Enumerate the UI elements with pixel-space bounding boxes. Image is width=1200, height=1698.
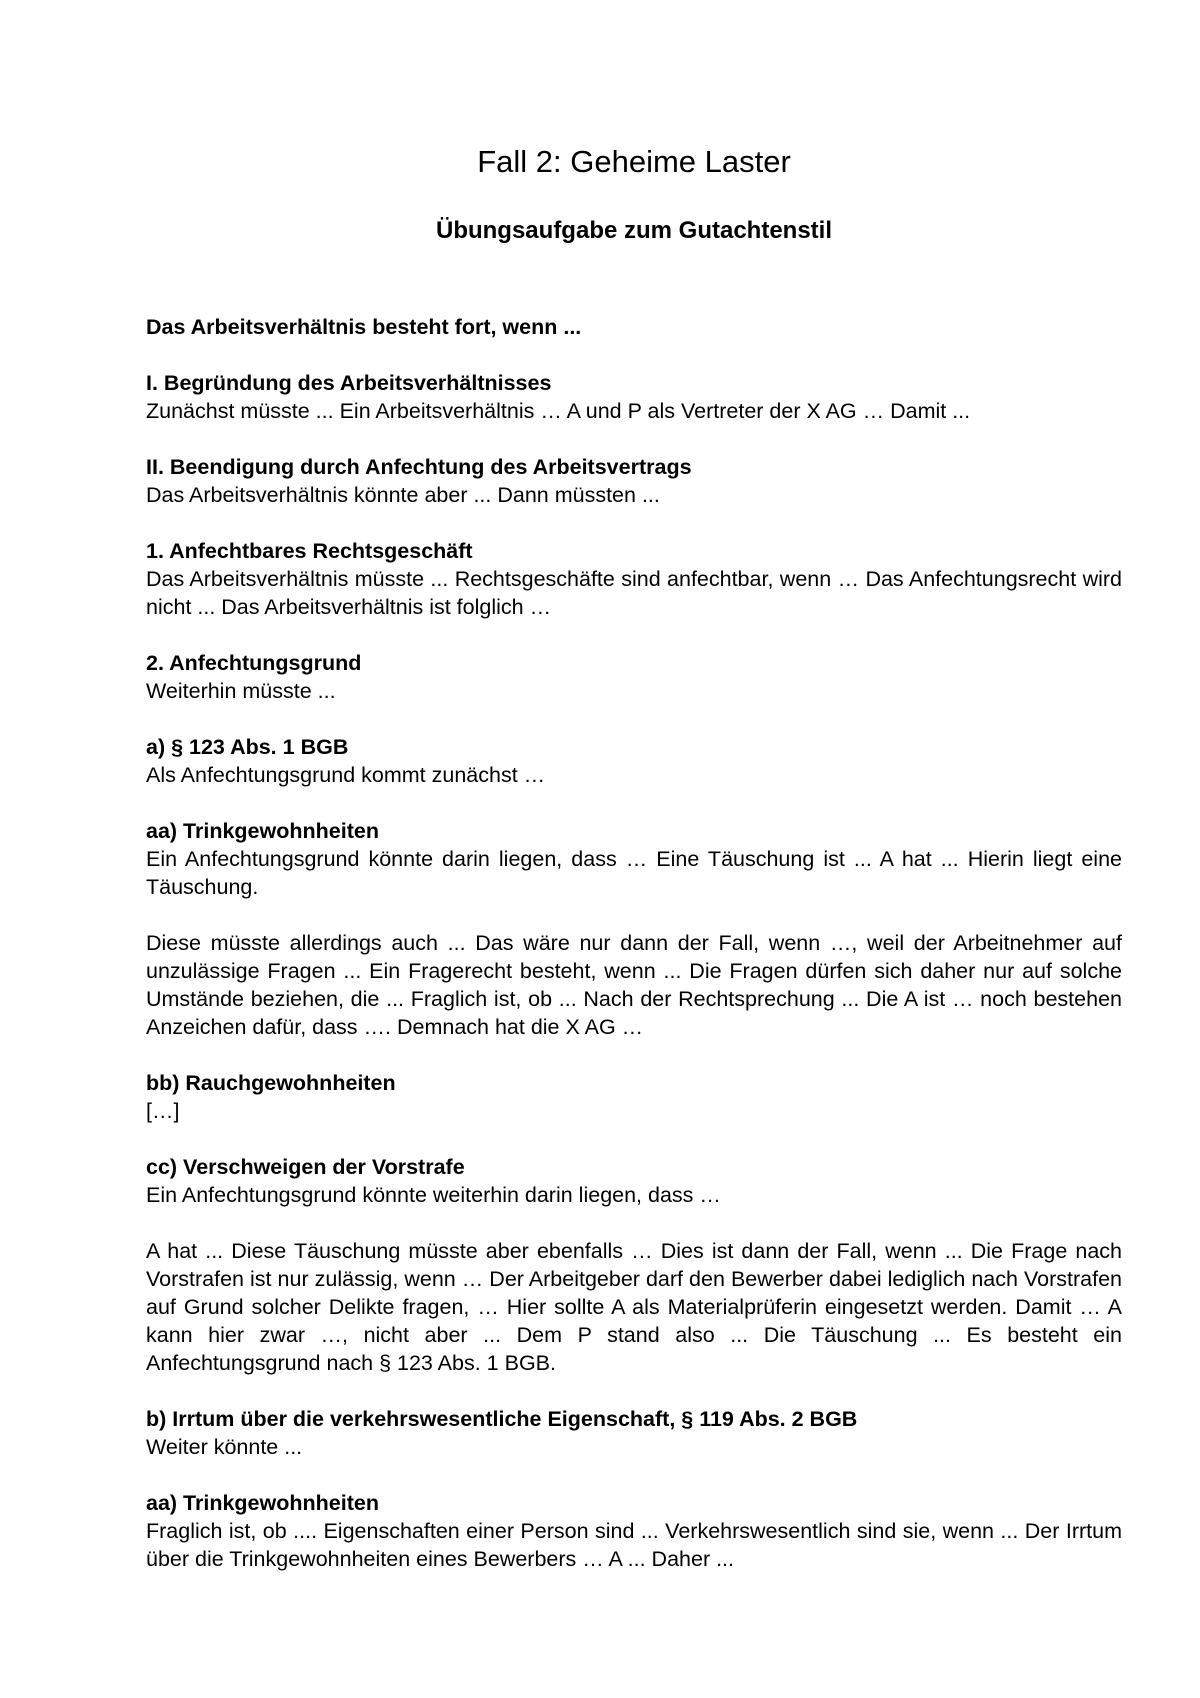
section-heading: aa) Trinkgewohnheiten: [146, 819, 379, 843]
intro-heading: Das Arbeitsverhältnis besteht fort, wenn ...: [146, 315, 582, 339]
section-begruendung: [146, 369, 1122, 425]
section-text: Diese müsste allerdings auch ... Das wäre nur dann der Fall, wenn …, weil der Arbeitnehmer auf unzulässige Fragen ... Ein Fragerecht besteht, wenn ... Die Fragen dürfen sich daher nur auf solche Umstände beziehen, die ... Fraglich ist, ob ... Nach der Rechtsprechung ... Die A ist … noch bestehen Anzeichen dafür, dass …. Demnach hat die X AG …: [146, 931, 1122, 1039]
section-text: Das Arbeitsverhältnis müsste ... Rechtsgeschäfte sind anfechtbar, wenn … Das Anfechtungsrecht wird nicht ... Das Arbeitsverhältnis ist folglich …: [146, 567, 1122, 619]
section-heading: II. Beendigung durch Anfechtung des Arbeitsvertrags: [146, 455, 692, 479]
section-heading: a) § 123 Abs. 1 BGB: [146, 735, 349, 759]
section-anfechtbares-rechtsgeschaeft: [146, 537, 1122, 621]
section-text: Weiterhin müsste ...: [146, 679, 336, 703]
intro-block: [146, 313, 1122, 341]
section-heading: 1. Anfechtbares Rechtsgeschäft: [146, 539, 473, 563]
section-text: A hat ... Diese Täuschung müsste aber ebenfalls … Dies ist dann der Fall, wenn ... Die Frage nach Vorstrafen ist nur zulässig, wenn … Der Arbeitgeber darf den Bewerber dabei lediglich nach Vorstrafen auf Grund solcher Delikte fragen, … Hier sollte A als Materialprüferin eingesetzt werden. Damit … A kann hier zwar …, nicht aber ... Dem P stand also ... Die Täuschung ... Es besteht ein Anfechtungsgrund nach § 123 Abs. 1 BGB.: [146, 1239, 1122, 1375]
section-119-bgb: [146, 1405, 1122, 1461]
section-text: Als Anfechtungsgrund kommt zunächst …: [146, 763, 546, 787]
section-heading: b) Irrtum über die verkehrswesentliche Eigenschaft, § 119 Abs. 2 BGB: [146, 1407, 858, 1431]
document-subtitle: Übungsaufgabe zum Gutachtenstil: [435, 217, 833, 244]
section-heading: bb) Rauchgewohnheiten: [146, 1071, 396, 1095]
section-text: Zunächst müsste ... Ein Arbeitsverhältnis … A und P als Vertreter der X AG … Damit ...: [146, 399, 971, 423]
section-heading: 2. Anfechtungsgrund: [146, 651, 362, 675]
section-heading: I. Begründung des Arbeitsverhältnisses: [146, 371, 552, 395]
paragraph-vorstrafe-details: [146, 1237, 1122, 1377]
document-title: Fall 2: Geheime Laster: [477, 144, 791, 179]
section-text: Fraglich ist, ob .... Eigenschaften einer Person sind ... Verkehrswesentlich sind sie, wenn ... Der Irrtum über die Trinkgewohnheiten eines Bewerbers … A ... Daher ...: [146, 1519, 1122, 1571]
paragraph-fragerecht: [146, 929, 1122, 1041]
section-text: Ein Anfechtungsgrund könnte weiterhin darin liegen, dass …: [146, 1183, 721, 1207]
section-trinkgewohnheiten-119: [146, 1489, 1122, 1573]
section-text: Das Arbeitsverhältnis könnte aber ... Dann müssten ...: [146, 483, 660, 507]
section-trinkgewohnheiten-123: [146, 817, 1122, 901]
document-body: [146, 313, 1122, 1601]
section-text: […]: [146, 1099, 180, 1123]
section-beendigung: [146, 453, 1122, 509]
section-heading: cc) Verschweigen der Vorstrafe: [146, 1155, 465, 1179]
section-vorstrafe: [146, 1153, 1122, 1209]
section-text: Weiter könnte ...: [146, 1435, 303, 1459]
section-anfechtungsgrund: [146, 649, 1122, 705]
section-123-bgb: [146, 733, 1122, 789]
section-heading: aa) Trinkgewohnheiten: [146, 1491, 379, 1515]
section-text: Ein Anfechtungsgrund könnte darin liegen, dass … Eine Täuschung ist ... A hat ... Hierin liegt eine Täuschung.: [146, 847, 1122, 899]
section-rauchgewohnheiten: [146, 1069, 1122, 1125]
